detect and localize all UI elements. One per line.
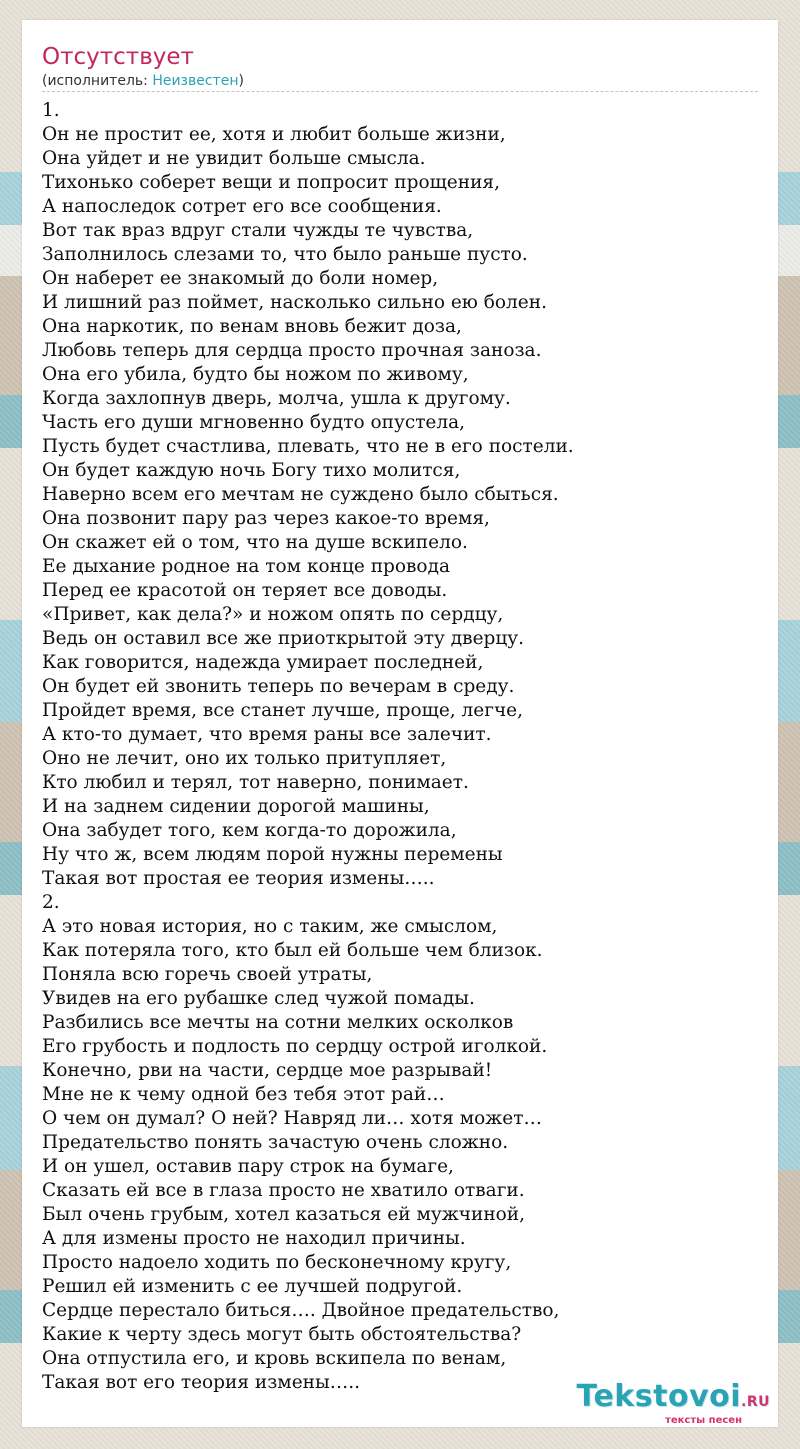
lyric-line: Наверно всем его мечтам не суждено было сбыться. [42, 484, 559, 505]
lyric-line: О чем он думал? О ней? Навряд ли… хотя может… [42, 1108, 542, 1129]
logo-name: Tekstovoi [576, 1379, 742, 1414]
lyric-line: Сказать ей все в глаза просто не хватило отваги. [42, 1180, 525, 1201]
lyric-line: Был очень грубым, хотел казаться ей мужчиной, [42, 1204, 525, 1225]
lyric-line: Мне не к чему одной без тебя этот рай… [42, 1084, 445, 1105]
artist-suffix: ) [238, 73, 244, 89]
lyric-line: 1. [42, 100, 60, 121]
song-title: Отсутствует [42, 44, 194, 70]
lyric-line: Пройдет время, все станет лучше, проще, легче, [42, 700, 523, 721]
lyric-line: А кто-то думает, что время раны все залечит. [42, 724, 492, 745]
lyric-line: Когда захлопнув дверь, молча, ушла к другому. [42, 388, 511, 409]
lyrics-card [22, 20, 778, 1427]
lyric-line: Он будет каждую ночь Богу тихо молится, [42, 460, 461, 481]
lyric-line: Она позвонит пару раз через какое-то время, [42, 508, 490, 529]
logo-tagline: тексты песен [665, 1415, 742, 1426]
lyric-line: Такая вот его теория измены….. [42, 1372, 360, 1393]
lyric-line: Пусть будет счастлива, плевать, что не в его постели. [42, 436, 574, 457]
lyric-line: Она отпустила его, и кровь вскипела по венам, [42, 1348, 507, 1369]
lyric-line: Она его убила, будто бы ножом по живому, [42, 364, 469, 385]
lyric-line: Разбились все мечты на сотни мелких осколков [42, 1012, 514, 1033]
lyric-line: И лишний раз поймет, насколько сильно ею болен. [42, 292, 547, 313]
lyric-line: Сердце перестало биться…. Двойное предательство, [42, 1300, 560, 1321]
lyric-line: А напоследок сотрет его все сообщения. [42, 196, 442, 217]
logo-tld: .RU [741, 1394, 770, 1410]
song-meta [42, 72, 758, 90]
lyric-line: Просто надоело ходить по бесконечному кругу, [42, 1252, 512, 1273]
lyric-line: Любовь теперь для сердца просто прочная заноза. [42, 340, 542, 361]
lyric-line: Она наркотик, по венам вновь бежит доза, [42, 316, 462, 337]
lyric-line: Его грубость и подлость по сердцу острой иголкой. [42, 1036, 548, 1057]
lyric-line: «Привет, как дела?» и ножом опять по сердцу, [42, 604, 504, 625]
lyric-line: Как потеряла того, кто был ей больше чем близок. [42, 940, 543, 961]
lyric-line: Тихонько соберет вещи и попросит прощения, [42, 172, 500, 193]
lyric-line: Предательство понять зачастую очень сложно. [42, 1132, 509, 1153]
lyric-line: Кто любил и терял, тот наверно, понимает. [42, 772, 469, 793]
lyric-line: Заполнилось слезами то, что было раньше пусто. [42, 244, 528, 265]
lyric-line: Ну что ж, всем людям порой нужны перемены [42, 844, 503, 865]
lyric-line: Часть его души мгновенно будто опустела, [42, 412, 466, 433]
lyric-line: Вот так враз вдруг стали чужды те чувства, [42, 220, 474, 241]
lyric-line: Перед ее красотой он теряет все доводы. [42, 580, 448, 601]
song-header [42, 42, 758, 92]
lyric-line: Он скажет ей о том, что на душе вскипело. [42, 532, 468, 553]
lyric-line: Он наберет ее знакомый до боли номер, [42, 268, 439, 289]
lyric-line: Такая вот простая ее теория измены….. [42, 868, 435, 889]
artist-link[interactable]: Неизвестен [152, 73, 239, 89]
lyric-line: 2. [42, 892, 60, 913]
lyric-line: И он ушел, оставив пару строк на бумаге, [42, 1156, 454, 1177]
site-logo[interactable] [576, 1379, 770, 1427]
lyric-line: Ее дыхание родное на том конце провода [42, 556, 450, 577]
lyric-line: Она уйдет и не увидит больше смысла. [42, 148, 426, 169]
lyric-line: И на заднем сидении дорогой машины, [42, 796, 430, 817]
lyric-line: Он не простит ее, хотя и любит больше жизни, [42, 124, 506, 145]
artist-prefix: (исполнитель: [42, 73, 153, 89]
lyric-line: Как говорится, надежда умирает последней, [42, 652, 484, 673]
lyric-line: Она забудет того, кем когда-то дорожила, [42, 820, 457, 841]
lyric-line: Оно не лечит, оно их только притупляет, [42, 748, 447, 769]
lyric-line: А для измены просто не находил причины. [42, 1228, 466, 1249]
lyric-line: Увидев на его рубашке след чужой помады. [42, 988, 475, 1009]
lyric-line: Какие к черту здесь могут быть обстоятельства? [42, 1324, 522, 1345]
lyric-line: Конечно, рви на части, сердце мое разрывай! [42, 1060, 493, 1081]
lyric-line: Решил ей изменить с ее лучшей подругой. [42, 1276, 463, 1297]
lyric-line: Ведь он оставил все же приоткрытой эту дверцу. [42, 628, 525, 649]
lyric-line: Поняла всю горечь своей утраты, [42, 964, 373, 985]
lyric-line: Он будет ей звонить теперь по вечерам в среду. [42, 676, 515, 697]
lyrics-text [42, 99, 758, 1395]
lyric-line: А это новая история, но с таким, же смыслом, [42, 916, 498, 937]
